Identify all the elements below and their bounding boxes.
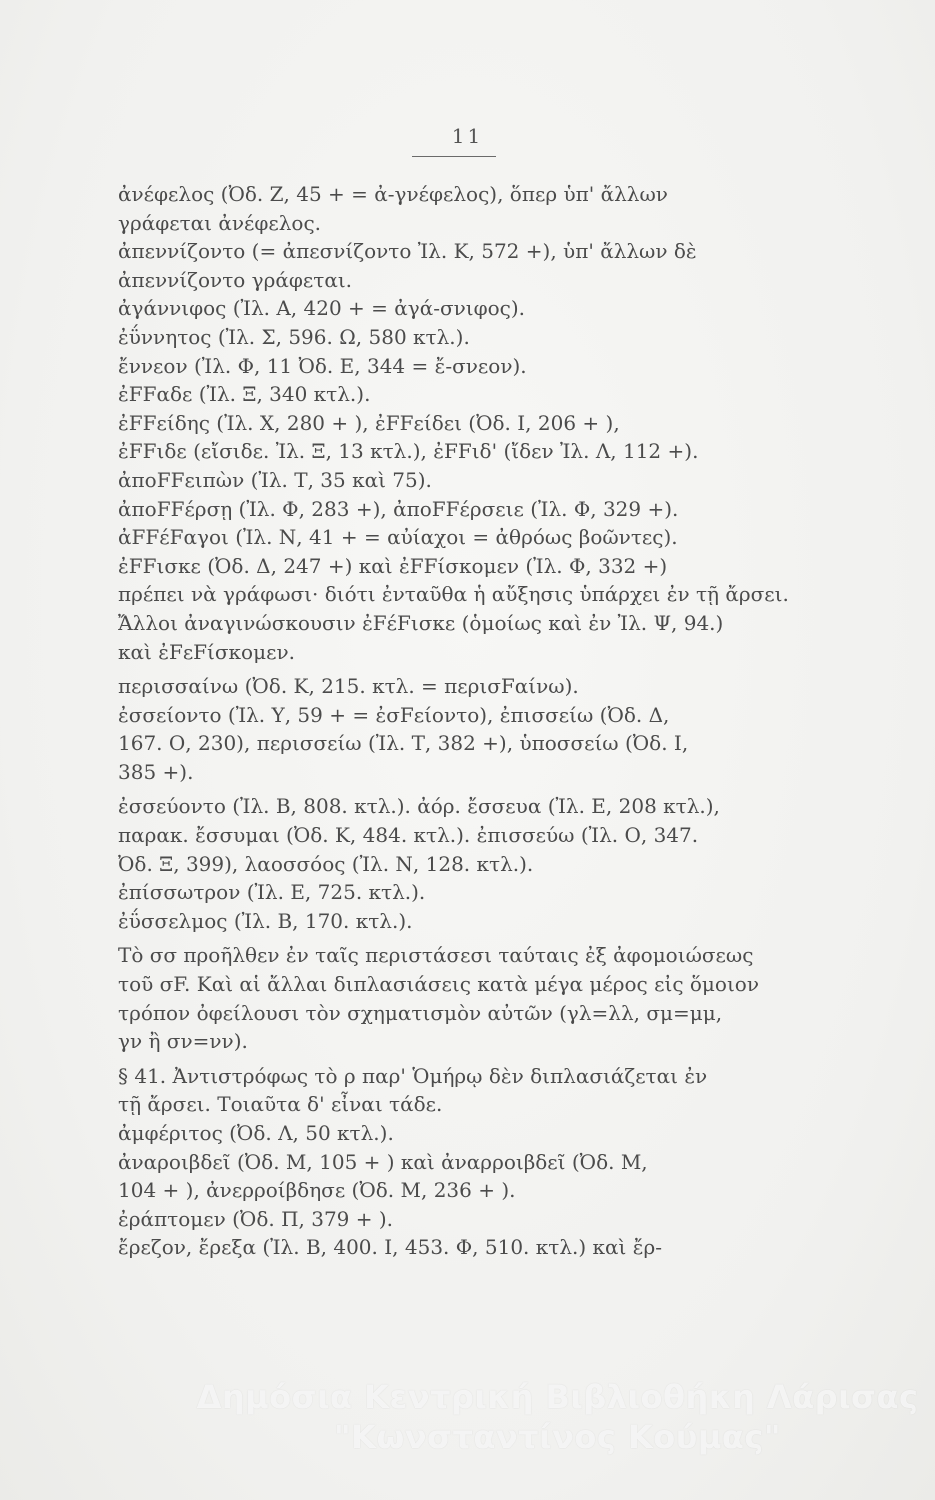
text-line: ἔρεζον, ἔρεξα (Ἰλ. Β, 400. Ι, 453. Φ, 510. κτλ.) καὶ ἔρ- — [118, 1235, 662, 1260]
text-line: ἀναροιβδεῖ (Ὀδ. Μ, 105 + ) καὶ ἀναρροιβδεῖ (Ὀδ. Μ, — [118, 1149, 648, 1174]
text-line: τῇ ἄρσει. Τοιαῦτα δ' εἶναι τάδε. — [118, 1092, 443, 1117]
text-line: 167. Ο, 230), περισσείω (Ἰλ. Τ, 382 +), ὑποσσείω (Ὀδ. Ι, — [118, 731, 689, 756]
text-line: γράφεται ἀνέφελος. — [118, 210, 322, 235]
section-heading: § 41. Ἀντιστρόφως τὸ ρ παρ' Ὁμήρῳ δὲν διπλασιάζεται ἐν — [118, 1063, 708, 1088]
text-line: ἐFFαδε (Ἰλ. Ξ, 340 κτλ.). — [118, 382, 371, 407]
library-watermark-line1: Δημόσια Κεντρική Βιβλιοθήκη Λάρισας — [196, 1378, 919, 1416]
text-line: ἔννεον (Ἰλ. Φ, 11 Ὀδ. Ε, 344 = ἔ-σνεον). — [118, 353, 527, 378]
text-line: ἀπεννίζοντο (= ἀπεσνίζοντο Ἰλ. Κ, 572 +), ὑπ' ἄλλων δὲ — [118, 239, 697, 264]
text-line: πρέπει νὰ γράφωσι· διότι ἐνταῦθα ἡ αὔξησις ὑπάρχει ἐν τῇ ἄρσει. — [118, 582, 789, 607]
text-line: ἐFFισκε (Ὀδ. Δ, 247 +) καὶ ἐFFίσκομεν (Ἰλ. Φ, 332 +) — [118, 553, 668, 578]
text-line: Τὸ σσ προῆλθεν ἐν ταῖς περιστάσεσι ταύταις ἐξ ἀφομοιώσεως — [118, 943, 754, 968]
page-body — [118, 180, 823, 1262]
library-watermark-line2: "Κωνσταντίνος Κούμας" — [333, 1418, 782, 1456]
text-line: ἐΰννητος (Ἰλ. Σ, 596. Ω, 580 κτλ.). — [118, 324, 470, 349]
text-line: καὶ ἐFεFίσκομεν. — [118, 639, 295, 664]
text-line: ἐFFιδε (εἴσιδε. Ἰλ. Ξ, 13 κτλ.), ἐFFιδ' (ἴδεν Ἰλ. Λ, 112 +). — [118, 439, 699, 464]
text-line: ἀμφέριτος (Ὀδ. Λ, 50 κτλ.). — [118, 1121, 394, 1145]
text-line: ἐFFείδης (Ἰλ. Χ, 280 + ), ἐFFείδει (Ὀδ. Ι, 206 + ), — [118, 410, 620, 435]
text-line: ἀFFέFαγοι (Ἰλ. Ν, 41 + = αὐίαχοι = ἀθρόως βοῶντες). — [118, 525, 678, 550]
text-line: ἐσσείοντο (Ἰλ. Υ, 59 + = ἐσFείοντο), ἐπισσείω (Ὀδ. Δ, — [118, 702, 670, 727]
text-line: ἀποFFέρσῃ (Ἰλ. Φ, 283 +), ἀποFFέρσειε (Ἰλ. Φ, 329 +). — [118, 496, 679, 521]
text-line: τοῦ σF. Καὶ αἱ ἄλλαι διπλασιάσεις κατὰ μέγα μέρος εἰς ὅμοιον — [118, 972, 759, 997]
text-line: ἐσσεύοντο (Ἰλ. Β, 808. κτλ.). ἀόρ. ἔσσευα (Ἰλ. Ε, 208 κτλ.), — [118, 794, 720, 819]
text-line: γν ἢ σν=νν). — [118, 1029, 248, 1054]
text-line: περισσαίνω (Ὀδ. Κ, 215. κτλ. = περισFαίνω). — [118, 674, 579, 699]
text-line: ἀγάννιφος (Ἰλ. Α, 420 + = ἀγά-σνιφος). — [118, 296, 526, 321]
text-line: Ἄλλοι ἀναγινώσκουσιν ἐFέFισκε (ὁμοίως καὶ ἐν Ἰλ. Ψ, 94.) — [118, 610, 724, 635]
text-line: Ὀδ. Ξ, 399), λαοσσόος (Ἰλ. Ν, 128. κτλ.). — [118, 851, 534, 876]
text-line: ἐπίσσωτρον (Ἰλ. Ε, 725. κτλ.). — [118, 880, 426, 905]
page-number: 11 — [451, 124, 484, 148]
text-line: ἀνέφελος (Ὀδ. Ζ, 45 + = ἀ-γνέφελος), ὅπερ ὑπ' ἄλλων — [118, 182, 668, 206]
header-rule — [412, 156, 496, 157]
text-line: παρακ. ἔσσυμαι (Ὀδ. Κ, 484. κτλ.). ἐπισσεύω (Ἰλ. Ο, 347. — [118, 823, 699, 848]
text-line: ἀποFFειπὼν (Ἰλ. Τ, 35 καὶ 75). — [118, 467, 432, 492]
text-line: 104 + ), ἀνερροίβδησε (Ὀδ. Μ, 236 + ). — [118, 1178, 516, 1203]
text-line: τρόπον ὀφείλουσι τὸν σχηματισμὸν αὐτῶν (γλ=λλ, σμ=μμ, — [118, 1000, 723, 1025]
text-line: ἐΰσσελμος (Ἰλ. Β, 170. κτλ.). — [118, 908, 413, 933]
text-line: ἐράπτομεν (Ὀδ. Π, 379 + ). — [118, 1206, 394, 1231]
text-line: 385 +). — [118, 759, 194, 784]
text-line: ἀπεννίζοντο γράφεται. — [118, 267, 353, 292]
